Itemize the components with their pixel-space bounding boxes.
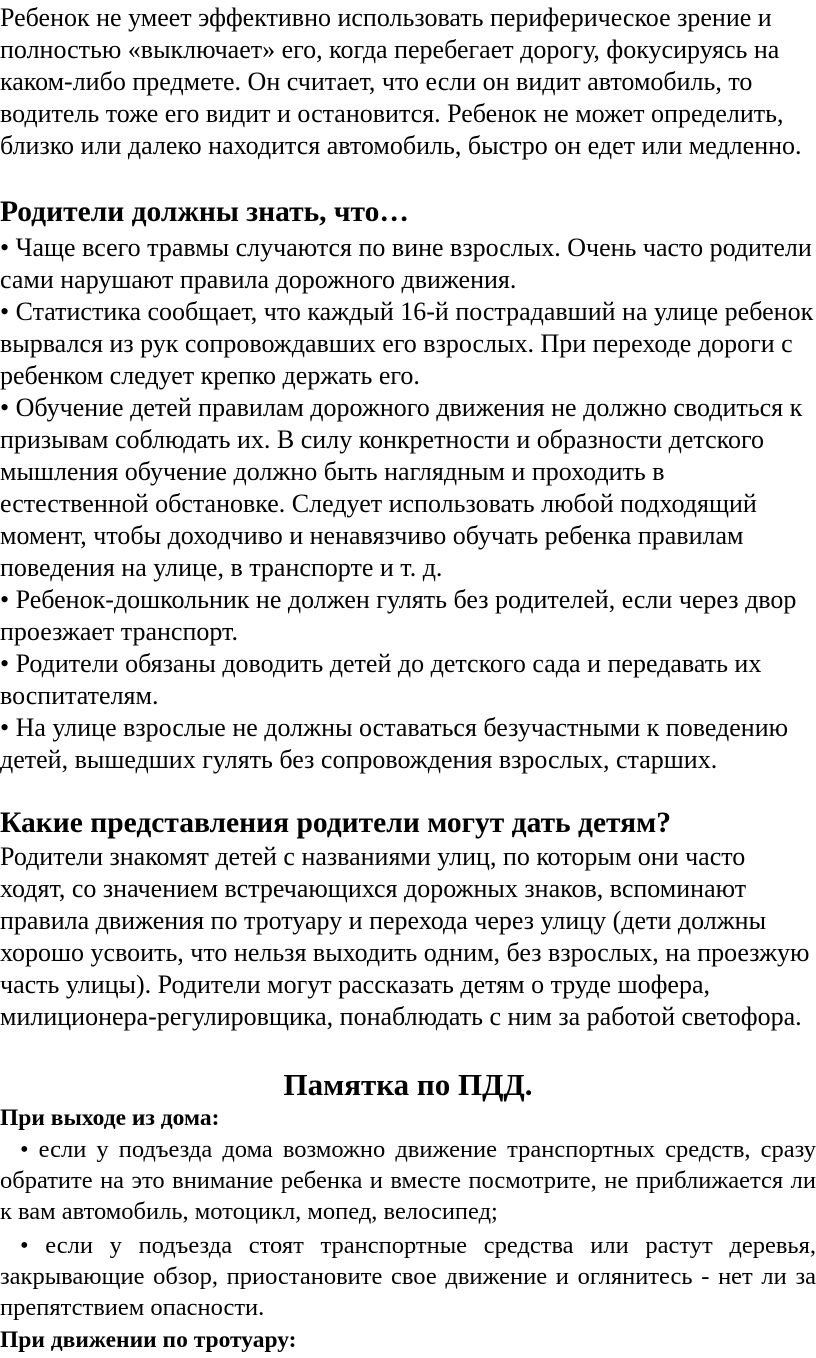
bullet-item: • Чаще всего травмы случаются по вине взрослых. Очень часто родители сами нарушают правила дорожного движения.: [0, 233, 812, 294]
memo-bullet-item: • если у подъезда стоят транспортные средства или растут деревья, закрывающие обзор, приостановите свое движение и оглянитесь - нет ли за препятствием опасности.: [0, 1232, 816, 1321]
intro-paragraph: Ребенок не умеет эффективно использовать периферическое зрение и полностью «выключает» его, когда перебегает дорогу, фокусируясь на каком-либо предмете. Он считает, что если он видит автомобиль, то водитель тоже его видит и остановится. Ребенок не может определить, близко или далеко находится автомобиль, быстро он едет или медленно.: [0, 3, 802, 160]
parents-bullet-list: [0, 232, 816, 776]
memo-title: Памятка по ПДД.: [283, 1067, 533, 1102]
bullet-item: • Статистика сообщает, что каждый 16-й пострадавший на улице ребенок вырвался из рук сопровождавших его взрослых. При переходе дороги с ребенком следует крепко держать его.: [0, 297, 814, 390]
ideas-paragraph: Родители знакомят детей с названиями улиц, по которым они часто ходят, со значением встречающихся дорожных знаков, вспоминают правила движения по тротуару и перехода через улицу (дети должны хорошо усвоить, что нельзя выходить одним, без взрослых, на проезжую часть улицы). Родители могут рассказать детям о труде шофера, милиционера-регулировщика, понаблюдать с ним за работой светофора.: [0, 842, 810, 1031]
ideas-heading: Какие представления родители могут дать детям?: [0, 807, 671, 839]
memo-bullet-item: • если у подъезда дома возможно движение транспортных средств, сразу обратите на это внимание ребенка и вместе посмотрите, не приближается ли к вам автомобиль, мотоцикл, мопед, велосипед;: [0, 1136, 816, 1225]
bullet-item: • На улице взрослые не должны оставаться безучастными к поведению детей, вышедших гулять без сопровождения взрослых, старших.: [0, 713, 789, 774]
parents-heading: Родители должны знать, что…: [0, 196, 409, 228]
sidewalk-heading: При движении по тротуару:: [0, 1327, 297, 1353]
exit-heading: При выходе из дома:: [0, 1105, 220, 1131]
bullet-item: • Обучение детей правилам дорожного движения не должно сводиться к призывам соблюдать их. В силу конкретности и образности детского мышления обучение должно быть наглядным и проходить в естественной обстановке. Следует использовать любой подходящий момент, чтобы доходчиво и ненавязчиво обучать ребенка правилам поведения на улице, в транспорте и т. д.: [0, 393, 803, 582]
exit-bullet-list: [0, 1134, 816, 1326]
bullet-item: • Ребенок-дошкольник не должен гулять без родителей, если через двор проезжает транспорт.: [0, 585, 797, 646]
bullet-item: • Родители обязаны доводить детей до детского сада и передавать их воспитателям.: [0, 649, 762, 710]
